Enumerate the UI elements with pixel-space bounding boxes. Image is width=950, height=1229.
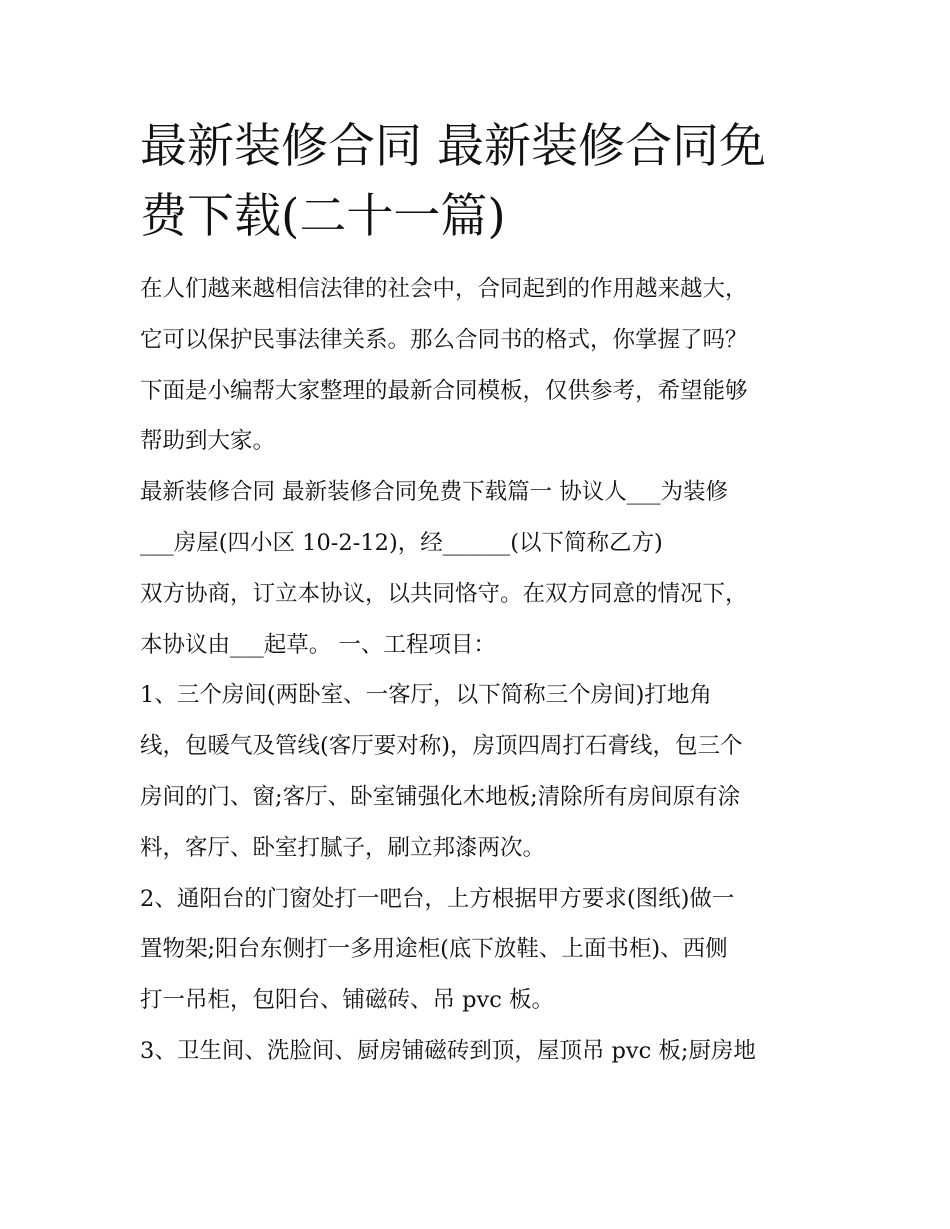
text-line: 它可以保护民事法律关系。那么合同书的格式，你掌握了吗？ xyxy=(140,326,748,353)
agreement-paragraph xyxy=(140,569,820,671)
text-line: 本协议由___起草。 一、工程项目： xyxy=(140,631,496,658)
text-line: 线，包暖气及管线(客厅要对称)，房顶四周打石膏线，包三个 xyxy=(140,733,743,760)
text-line: ___房屋(四小区 10-2-12)，经______(以下简称乙方) xyxy=(140,529,663,556)
item-1-paragraph xyxy=(140,670,820,873)
text-line: 打一吊柜，包阳台、铺磁砖、吊 pvc 板。 xyxy=(140,987,555,1014)
text-line: 3、卫生间、洗脸间、厨房铺磁砖到顶，屋顶吊 pvc 板;厨房地 xyxy=(140,1037,756,1064)
text-line: 2、通阳台的门窗处打一吧台，上方根据甲方要求(图纸)做一 xyxy=(140,885,735,912)
text-line: 帮助到大家。 xyxy=(140,428,276,455)
contract-header-paragraph xyxy=(140,467,820,569)
text-line: 下面是小编帮大家整理的最新合同模板，仅供参考，希望能够 xyxy=(140,377,748,404)
text-line: 房间的门、窗;客厅、卧室铺强化木地板;清除所有房间原有涂 xyxy=(140,783,741,810)
text-line: 在人们越来越相信法律的社会中，合同起到的作用越来越大， xyxy=(140,276,748,302)
item-2-paragraph xyxy=(140,874,820,1026)
text-line: 双方协商，订立本协议，以共同恪守。在双方同意的情况下， xyxy=(140,580,748,607)
text-line: 料，客厅、卧室打腻子，刷立邦漆两次。 xyxy=(140,834,546,861)
text-line: 1、三个房间(两卧室、一客厅，以下简称三个房间)打地角 xyxy=(140,682,712,709)
text-line: 最新装修合同 最新装修合同免费下载篇一 协议人___为装修 xyxy=(140,479,729,506)
text-line: 置物架;阳台东侧打一多用途柜(底下放鞋、上面书柜)、西侧 xyxy=(140,936,728,963)
document-title xyxy=(140,112,820,252)
title-line: 费下载(二十一篇) xyxy=(140,189,506,244)
document-page xyxy=(140,112,820,1077)
item-3-paragraph xyxy=(140,1026,820,1077)
title-line: 最新装修合同 最新装修合同免 xyxy=(140,119,766,174)
intro-paragraph xyxy=(140,264,820,467)
